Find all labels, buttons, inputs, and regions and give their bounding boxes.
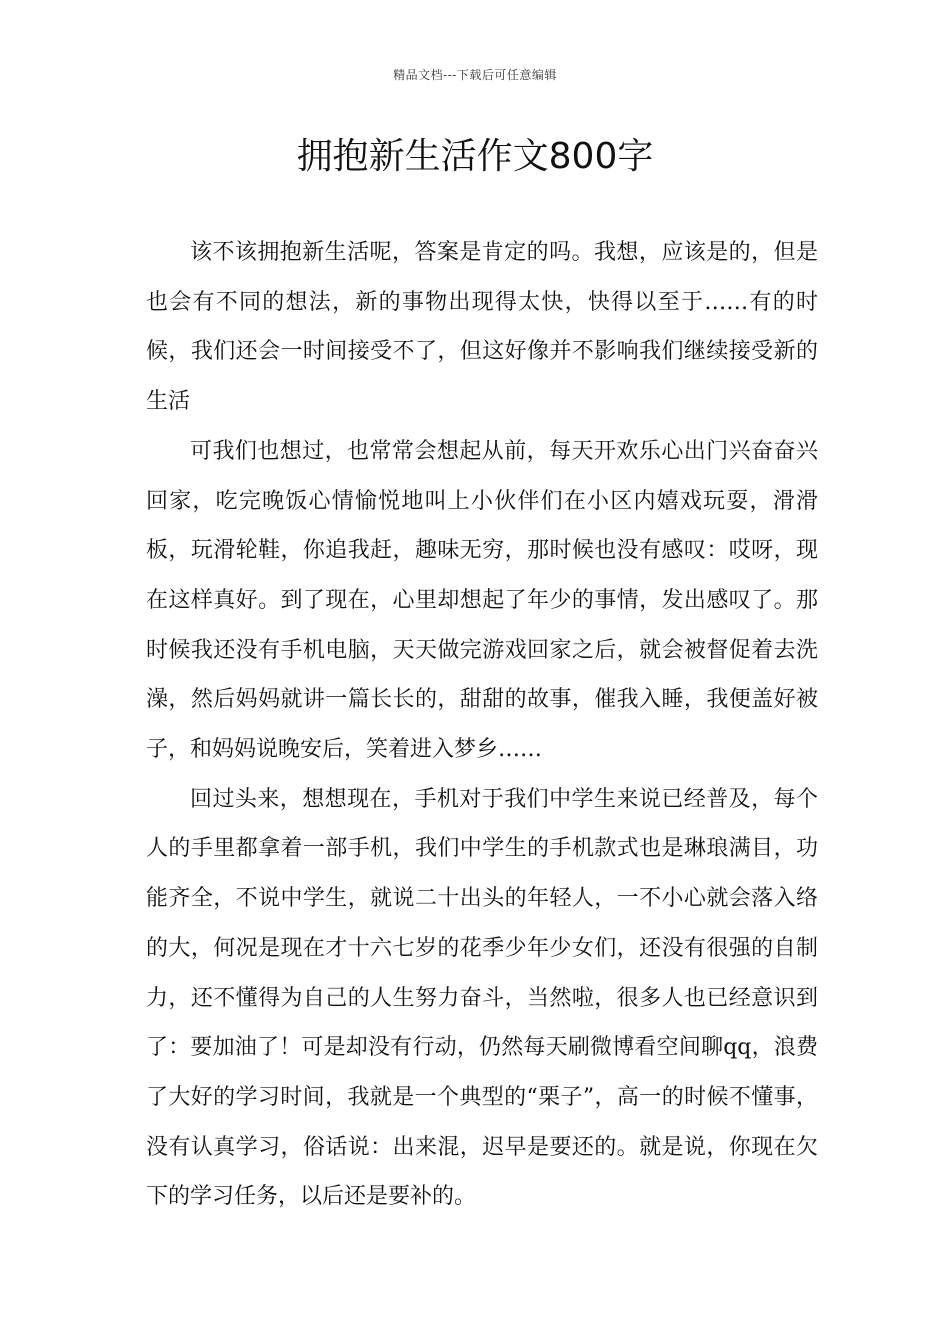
page-title: 拥抱新生活作文800字 bbox=[296, 136, 654, 177]
header-note: 精品文档---下载后可任意编辑 bbox=[393, 68, 557, 82]
paragraph: 回过头来，想想现在，手机对于我们中学生来说已经普及，每个人的手里都拿着一部手机，我们中学生的手机款式也是琳琅满目，功能齐全，不说中学生，就说二十出头的年轻人，一不小心就会落入络的大，何况是现在才十六七岁的花季少年少女们，还没有很强的自制力，还不懂得为自己的人生努力奋斗，当然啦，很多人也已经意识到了：要加油了！可是却没有行动，仍然每天刷微博看空间聊qq，浪费了大好的学习时间，我就是一个典型的“栗子”，高一的时候不懂事，没有认真学习，俗话说：出来混，迟早是要还的。就是说，你现在欠下的学习任务，以后还是要补的。 bbox=[146, 786, 818, 1210]
article-body bbox=[146, 228, 818, 1222]
paragraph: 可我们也想过，也常常会想起从前，每天开欢乐心出门兴奋奋兴回家，吃完晚饭心情愉悦地叫上小伙伴们在小区内嬉戏玩耍，滑滑板，玩滑轮鞋，你追我赶，趣味无穷，那时候也没有感叹：哎呀，现在这样真好。到了现在，心里却想起了年少的事情，发出感叹了。那时候我还没有手机电脑，天天做完游戏回家之后，就会被督促着去洗澡，然后妈妈就讲一篇长长的，甜甜的故事，催我入睡，我便盖好被子，和妈妈说晚安后，笑着进入梦乡…… bbox=[146, 438, 818, 763]
paragraph: 该不该拥抱新生活呢，答案是肯定的吗。我想，应该是的，但是也会有不同的想法，新的事物出现得太快，快得以至于……有的时候，我们还会一时间接受不了，但这好像并不影响我们继续接受新的生活 bbox=[146, 240, 818, 415]
